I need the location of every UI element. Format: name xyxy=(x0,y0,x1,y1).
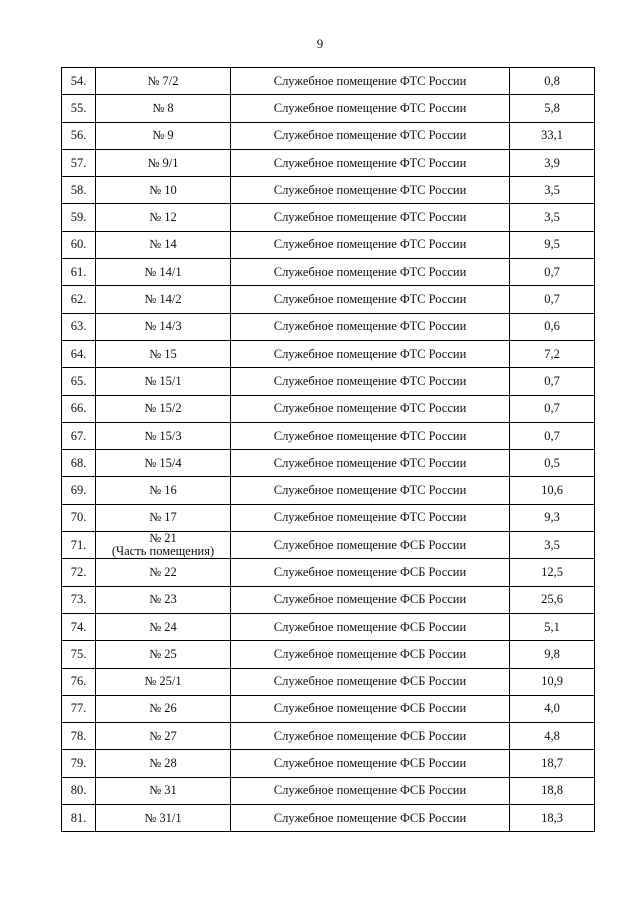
room-area-cell: 0,5 xyxy=(510,450,595,477)
room-purpose-cell: Служебное помещение ФТС России xyxy=(231,395,510,422)
room-area-cell: 0,6 xyxy=(510,313,595,340)
room-number: № 9 xyxy=(152,128,174,143)
room-purpose-cell: Служебное помещение ФСБ России xyxy=(231,668,510,695)
room-purpose-cell: Служебное помещение ФТС России xyxy=(231,422,510,449)
table-row xyxy=(62,586,595,613)
row-number-cell: 58. xyxy=(62,177,96,204)
room-number: № 14/1 xyxy=(144,264,182,279)
room-area-cell: 0,7 xyxy=(510,422,595,449)
room-number: № 15/1 xyxy=(144,373,182,388)
row-number-cell: 66. xyxy=(62,395,96,422)
room-number-cell xyxy=(96,395,231,422)
room-number-cell xyxy=(96,613,231,640)
room-purpose-cell: Служебное помещение ФТС России xyxy=(231,231,510,258)
row-number-cell: 75. xyxy=(62,641,96,668)
room-number: № 14/3 xyxy=(144,319,182,334)
row-number-cell: 61. xyxy=(62,259,96,286)
room-number: № 17 xyxy=(149,510,177,525)
room-area-cell: 18,8 xyxy=(510,777,595,804)
table-row xyxy=(62,95,595,122)
table-row xyxy=(62,313,595,340)
room-number: № 21 xyxy=(149,531,177,546)
table-row xyxy=(62,777,595,804)
room-purpose-cell: Служебное помещение ФТС России xyxy=(231,477,510,504)
room-number-cell xyxy=(96,231,231,258)
room-number: № 26 xyxy=(149,701,177,716)
room-area-cell: 12,5 xyxy=(510,559,595,586)
room-area-cell: 0,7 xyxy=(510,368,595,395)
room-purpose-cell: Служебное помещение ФТС России xyxy=(231,450,510,477)
row-number-cell: 57. xyxy=(62,149,96,176)
room-purpose-cell: Служебное помещение ФСБ России xyxy=(231,777,510,804)
table-row xyxy=(62,149,595,176)
room-number: № 27 xyxy=(149,728,177,743)
room-number-cell xyxy=(96,805,231,832)
room-area-cell: 9,8 xyxy=(510,641,595,668)
table-row xyxy=(62,559,595,586)
room-purpose-cell: Служебное помещение ФТС России xyxy=(231,204,510,231)
table-row xyxy=(62,286,595,313)
row-number-cell: 56. xyxy=(62,122,96,149)
room-number: № 31/1 xyxy=(144,810,182,825)
room-area-cell: 5,1 xyxy=(510,613,595,640)
table-row xyxy=(62,723,595,750)
page-number: 9 xyxy=(316,36,324,51)
room-purpose-cell: Служебное помещение ФСБ России xyxy=(231,641,510,668)
row-number-cell: 64. xyxy=(62,340,96,367)
room-purpose-cell: Служебное помещение ФТС России xyxy=(231,504,510,531)
table-row xyxy=(62,504,595,531)
room-purpose-cell: Служебное помещение ФСБ России xyxy=(231,613,510,640)
room-area-cell: 3,5 xyxy=(510,532,595,559)
room-area-cell: 0,7 xyxy=(510,259,595,286)
row-number-cell: 62. xyxy=(62,286,96,313)
table-row xyxy=(62,641,595,668)
room-number: № 16 xyxy=(149,483,177,498)
table-row xyxy=(62,68,595,95)
table-row xyxy=(62,259,595,286)
premises-table-body xyxy=(62,68,595,832)
room-number-cell xyxy=(96,750,231,777)
room-purpose-cell: Служебное помещение ФТС России xyxy=(231,95,510,122)
room-number: № 15/2 xyxy=(144,401,182,416)
table-row xyxy=(62,613,595,640)
room-number-cell xyxy=(96,695,231,722)
room-purpose-cell: Служебное помещение ФТС России xyxy=(231,149,510,176)
room-number: № 15/3 xyxy=(144,428,182,443)
row-number-cell: 70. xyxy=(62,504,96,531)
room-purpose-cell: Служебное помещение ФСБ России xyxy=(231,559,510,586)
row-number-cell: 54. xyxy=(62,68,96,95)
row-number-cell: 74. xyxy=(62,613,96,640)
table-row xyxy=(62,395,595,422)
room-area-cell: 0,8 xyxy=(510,68,595,95)
row-number-cell: 77. xyxy=(62,695,96,722)
room-number-cell xyxy=(96,723,231,750)
table-row xyxy=(62,340,595,367)
room-purpose-cell: Служебное помещение ФТС России xyxy=(231,259,510,286)
room-number-cell xyxy=(96,586,231,613)
room-purpose-cell: Служебное помещение ФСБ России xyxy=(231,723,510,750)
table-row xyxy=(62,750,595,777)
premises-table xyxy=(61,67,595,832)
table-row xyxy=(62,805,595,832)
room-number: № 23 xyxy=(149,592,177,607)
room-number: № 15 xyxy=(149,346,177,361)
row-number-cell: 73. xyxy=(62,586,96,613)
room-purpose-cell: Служебное помещение ФСБ России xyxy=(231,586,510,613)
room-number-cell xyxy=(96,368,231,395)
room-area-cell: 3,5 xyxy=(510,204,595,231)
room-number: № 14 xyxy=(149,237,177,252)
table-row xyxy=(62,368,595,395)
room-area-cell: 3,9 xyxy=(510,149,595,176)
row-number-cell: 63. xyxy=(62,313,96,340)
room-number-cell xyxy=(96,559,231,586)
room-number-cell xyxy=(96,504,231,531)
room-area-cell: 18,3 xyxy=(510,805,595,832)
room-number-cell xyxy=(96,422,231,449)
room-number: № 24 xyxy=(149,619,177,634)
room-number: № 14/2 xyxy=(144,292,182,307)
room-area-cell: 4,0 xyxy=(510,695,595,722)
row-number-cell: 76. xyxy=(62,668,96,695)
row-number-cell: 72. xyxy=(62,559,96,586)
table-row xyxy=(62,231,595,258)
room-number: № 7/2 xyxy=(147,73,179,88)
row-number-cell: 59. xyxy=(62,204,96,231)
table-row xyxy=(62,422,595,449)
row-number-cell: 78. xyxy=(62,723,96,750)
room-area-cell: 9,3 xyxy=(510,504,595,531)
room-number: № 28 xyxy=(149,756,177,771)
room-number-cell xyxy=(96,149,231,176)
room-area-cell: 3,5 xyxy=(510,177,595,204)
row-number-cell: 65. xyxy=(62,368,96,395)
room-area-cell: 10,6 xyxy=(510,477,595,504)
room-area-cell: 7,2 xyxy=(510,340,595,367)
row-number-cell: 69. xyxy=(62,477,96,504)
room-number-cell xyxy=(96,68,231,95)
room-purpose-cell: Служебное помещение ФТС России xyxy=(231,313,510,340)
room-number: № 25 xyxy=(149,646,177,661)
table-row xyxy=(62,450,595,477)
table-row xyxy=(62,695,595,722)
table-row xyxy=(62,177,595,204)
table-row xyxy=(62,668,595,695)
room-purpose-cell: Служебное помещение ФТС России xyxy=(231,122,510,149)
row-number-cell: 67. xyxy=(62,422,96,449)
room-number: № 10 xyxy=(149,182,177,197)
room-purpose-cell: Служебное помещение ФТС России xyxy=(231,177,510,204)
room-number-cell xyxy=(96,286,231,313)
room-purpose-cell: Служебное помещение ФТС России xyxy=(231,286,510,313)
room-note: (Часть помещения) xyxy=(111,544,215,559)
room-number: № 22 xyxy=(149,564,177,579)
room-purpose-cell: Служебное помещение ФСБ России xyxy=(231,750,510,777)
room-number: № 8 xyxy=(152,100,174,115)
room-purpose-cell: Служебное помещение ФСБ России xyxy=(231,805,510,832)
room-area-cell: 33,1 xyxy=(510,122,595,149)
room-number-cell xyxy=(96,259,231,286)
room-area-cell: 4,8 xyxy=(510,723,595,750)
row-number-cell: 71. xyxy=(62,532,96,559)
table-row xyxy=(62,477,595,504)
row-number-cell: 60. xyxy=(62,231,96,258)
room-number: № 15/4 xyxy=(144,455,182,470)
room-number-cell xyxy=(96,477,231,504)
room-number: № 31 xyxy=(149,783,177,798)
room-area-cell: 0,7 xyxy=(510,286,595,313)
table-row xyxy=(62,204,595,231)
room-number-cell xyxy=(96,204,231,231)
room-number-cell xyxy=(96,532,231,559)
room-area-cell: 9,5 xyxy=(510,231,595,258)
room-purpose-cell: Служебное помещение ФСБ России xyxy=(231,695,510,722)
room-purpose-cell: Служебное помещение ФТС России xyxy=(231,368,510,395)
room-number-cell xyxy=(96,177,231,204)
room-area-cell: 25,6 xyxy=(510,586,595,613)
row-number-cell: 68. xyxy=(62,450,96,477)
room-number: № 25/1 xyxy=(144,674,182,689)
room-area-cell: 5,8 xyxy=(510,95,595,122)
room-number: № 9/1 xyxy=(147,155,179,170)
row-number-cell: 79. xyxy=(62,750,96,777)
room-area-cell: 0,7 xyxy=(510,395,595,422)
table-row xyxy=(62,532,595,559)
room-purpose-cell: Служебное помещение ФТС России xyxy=(231,340,510,367)
room-purpose-cell: Служебное помещение ФСБ России xyxy=(231,532,510,559)
room-area-cell: 18,7 xyxy=(510,750,595,777)
room-number-cell xyxy=(96,641,231,668)
room-number-cell xyxy=(96,313,231,340)
row-number-cell: 81. xyxy=(62,805,96,832)
room-number-cell xyxy=(96,777,231,804)
room-purpose-cell: Служебное помещение ФТС России xyxy=(231,68,510,95)
room-number-cell xyxy=(96,95,231,122)
room-number-cell xyxy=(96,450,231,477)
table-row xyxy=(62,122,595,149)
room-number-cell xyxy=(96,668,231,695)
room-number-cell xyxy=(96,340,231,367)
room-area-cell: 10,9 xyxy=(510,668,595,695)
row-number-cell: 55. xyxy=(62,95,96,122)
room-number: № 12 xyxy=(149,210,177,225)
row-number-cell: 80. xyxy=(62,777,96,804)
room-number-cell xyxy=(96,122,231,149)
